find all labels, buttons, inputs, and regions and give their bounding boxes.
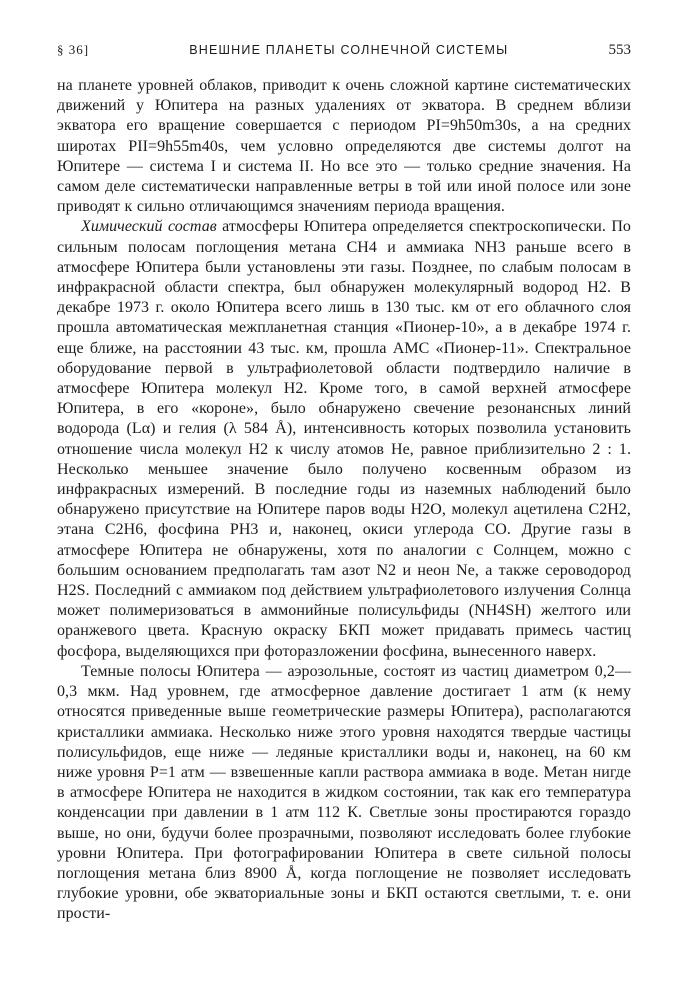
paragraph-1-text: на планете уровней облаков, приводит к очень сложной картине систематических движений у Юпитера на разных удалениях от экватора. В среднем вблизи экватора его вращение совершается с периодом PI=9h50m30s, а на средних широтах PII=9h55m40s, чем условно определяются две системы долгот на Юпитере — система I и система II. Но все это — только средние значения. На самом деле систематически направленные ветры в той или иной полосе или зоне приводят к сильно отличающимся значениям периода вращения. [57,77,631,216]
book-page [57,42,631,925]
paragraph-3-text: Темные полосы Юпитера — аэрозольные, состоят из частиц диаметром 0,2—0,3 мкм. Над уровнем, где атмосферное давление достигает 1 атм (к нему относятся приведенные выше геометрические размеры Юпитера), располагаются кристаллики аммиака. Несколько ниже этого уровня находятся твердые частицы полисульфидов, еще ниже — ледяные кристаллики воды и, наконец, на 60 км ниже уровня P=1 атм — взвешенные капли раствора аммиака в воде. Метан нигде в атмосфере Юпитера не находится в жидком состоянии, так как его температура конденсации при давлении в 1 атм 112 К. Светлые зоны простираются гораздо выше, но они, будучи более прозрачными, позволяют исследовать более глубокие уровни Юпитера. При фотографировании Юпитера в свете сильной полосы поглощения метана близ 8900 Å, когда поглощение не позволяет исследовать глубокие уровни, обе экваториальные зоны и БКП остаются светлыми, т. е. они прости- [57,662,631,923]
chapter-title: ВНЕШНИЕ ПЛАНЕТЫ СОЛНЕЧНОЙ СИСТЕМЫ [189,43,509,57]
body-text [57,76,631,925]
paragraph-2-lead: Химический состав [81,218,217,236]
paragraph-3 [57,662,631,925]
section-number: § 36] [57,42,90,57]
running-header [57,42,631,76]
paragraph-1 [57,76,631,217]
page-number: 553 [608,42,631,58]
paragraph-2-text: атмосферы Юпитера определяется спектроскопически. По сильным полосам поглощения метана CH4 и аммиака NH3 раньше всего в атмосфере Юпитера были установлены эти газы. Позднее, по слабым полосам в инфракрасной области спектра, был обнаружен молекулярный водород H2. В декабре 1973 г. около Юпитера всего лишь в 130 тыс. км от его облачного слоя прошла автоматическая межпланетная станция «Пионер-10», а в декабре 1974 г. еще ближе, на расстоянии 43 тыс. км, прошла АМС «Пионер-11». Спектральное оборудование первой в ультрафиолетовой области подтвердило наличие в атмосфере Юпитера молекул H2. Кроме того, в самой верхней атмосфере Юпитера, в его «короне», было обнаружено свечение резонансных линий водорода (Lα) и гелия (λ 584 Å), интенсивность которых позволила установить отношение числа молекул H2 к числу атомов He, равное приблизительно 2 : 1. Несколько меньшее значение было получено косвенным образом из инфракрасных измерений. В последние годы из наземных наблюдений было обнаружено присутствие на Юпитере паров воды H2O, молекул ацетилена C2H2, этана C2H6, фосфина PH3 и, наконец, окиси углерода CO. Другие газы в атмосфере Юпитера не обнаружены, хотя по аналогии с Солнцем, можно с большим основанием предполагать там азот N2 и неон Ne, а также сероводород H2S. Последний с аммиаком под действием ультрафиолетового излучения Солнца может полимеризоваться в аммонийные полисульфиды (NH4SH) желтого или оранжевого цвета. Красную окраску БКП может придавать примесь частиц фосфора, выделяющихся при фоторазложении фосфина, вынесенного наверх. [57,218,631,660]
paragraph-2 [57,217,631,661]
